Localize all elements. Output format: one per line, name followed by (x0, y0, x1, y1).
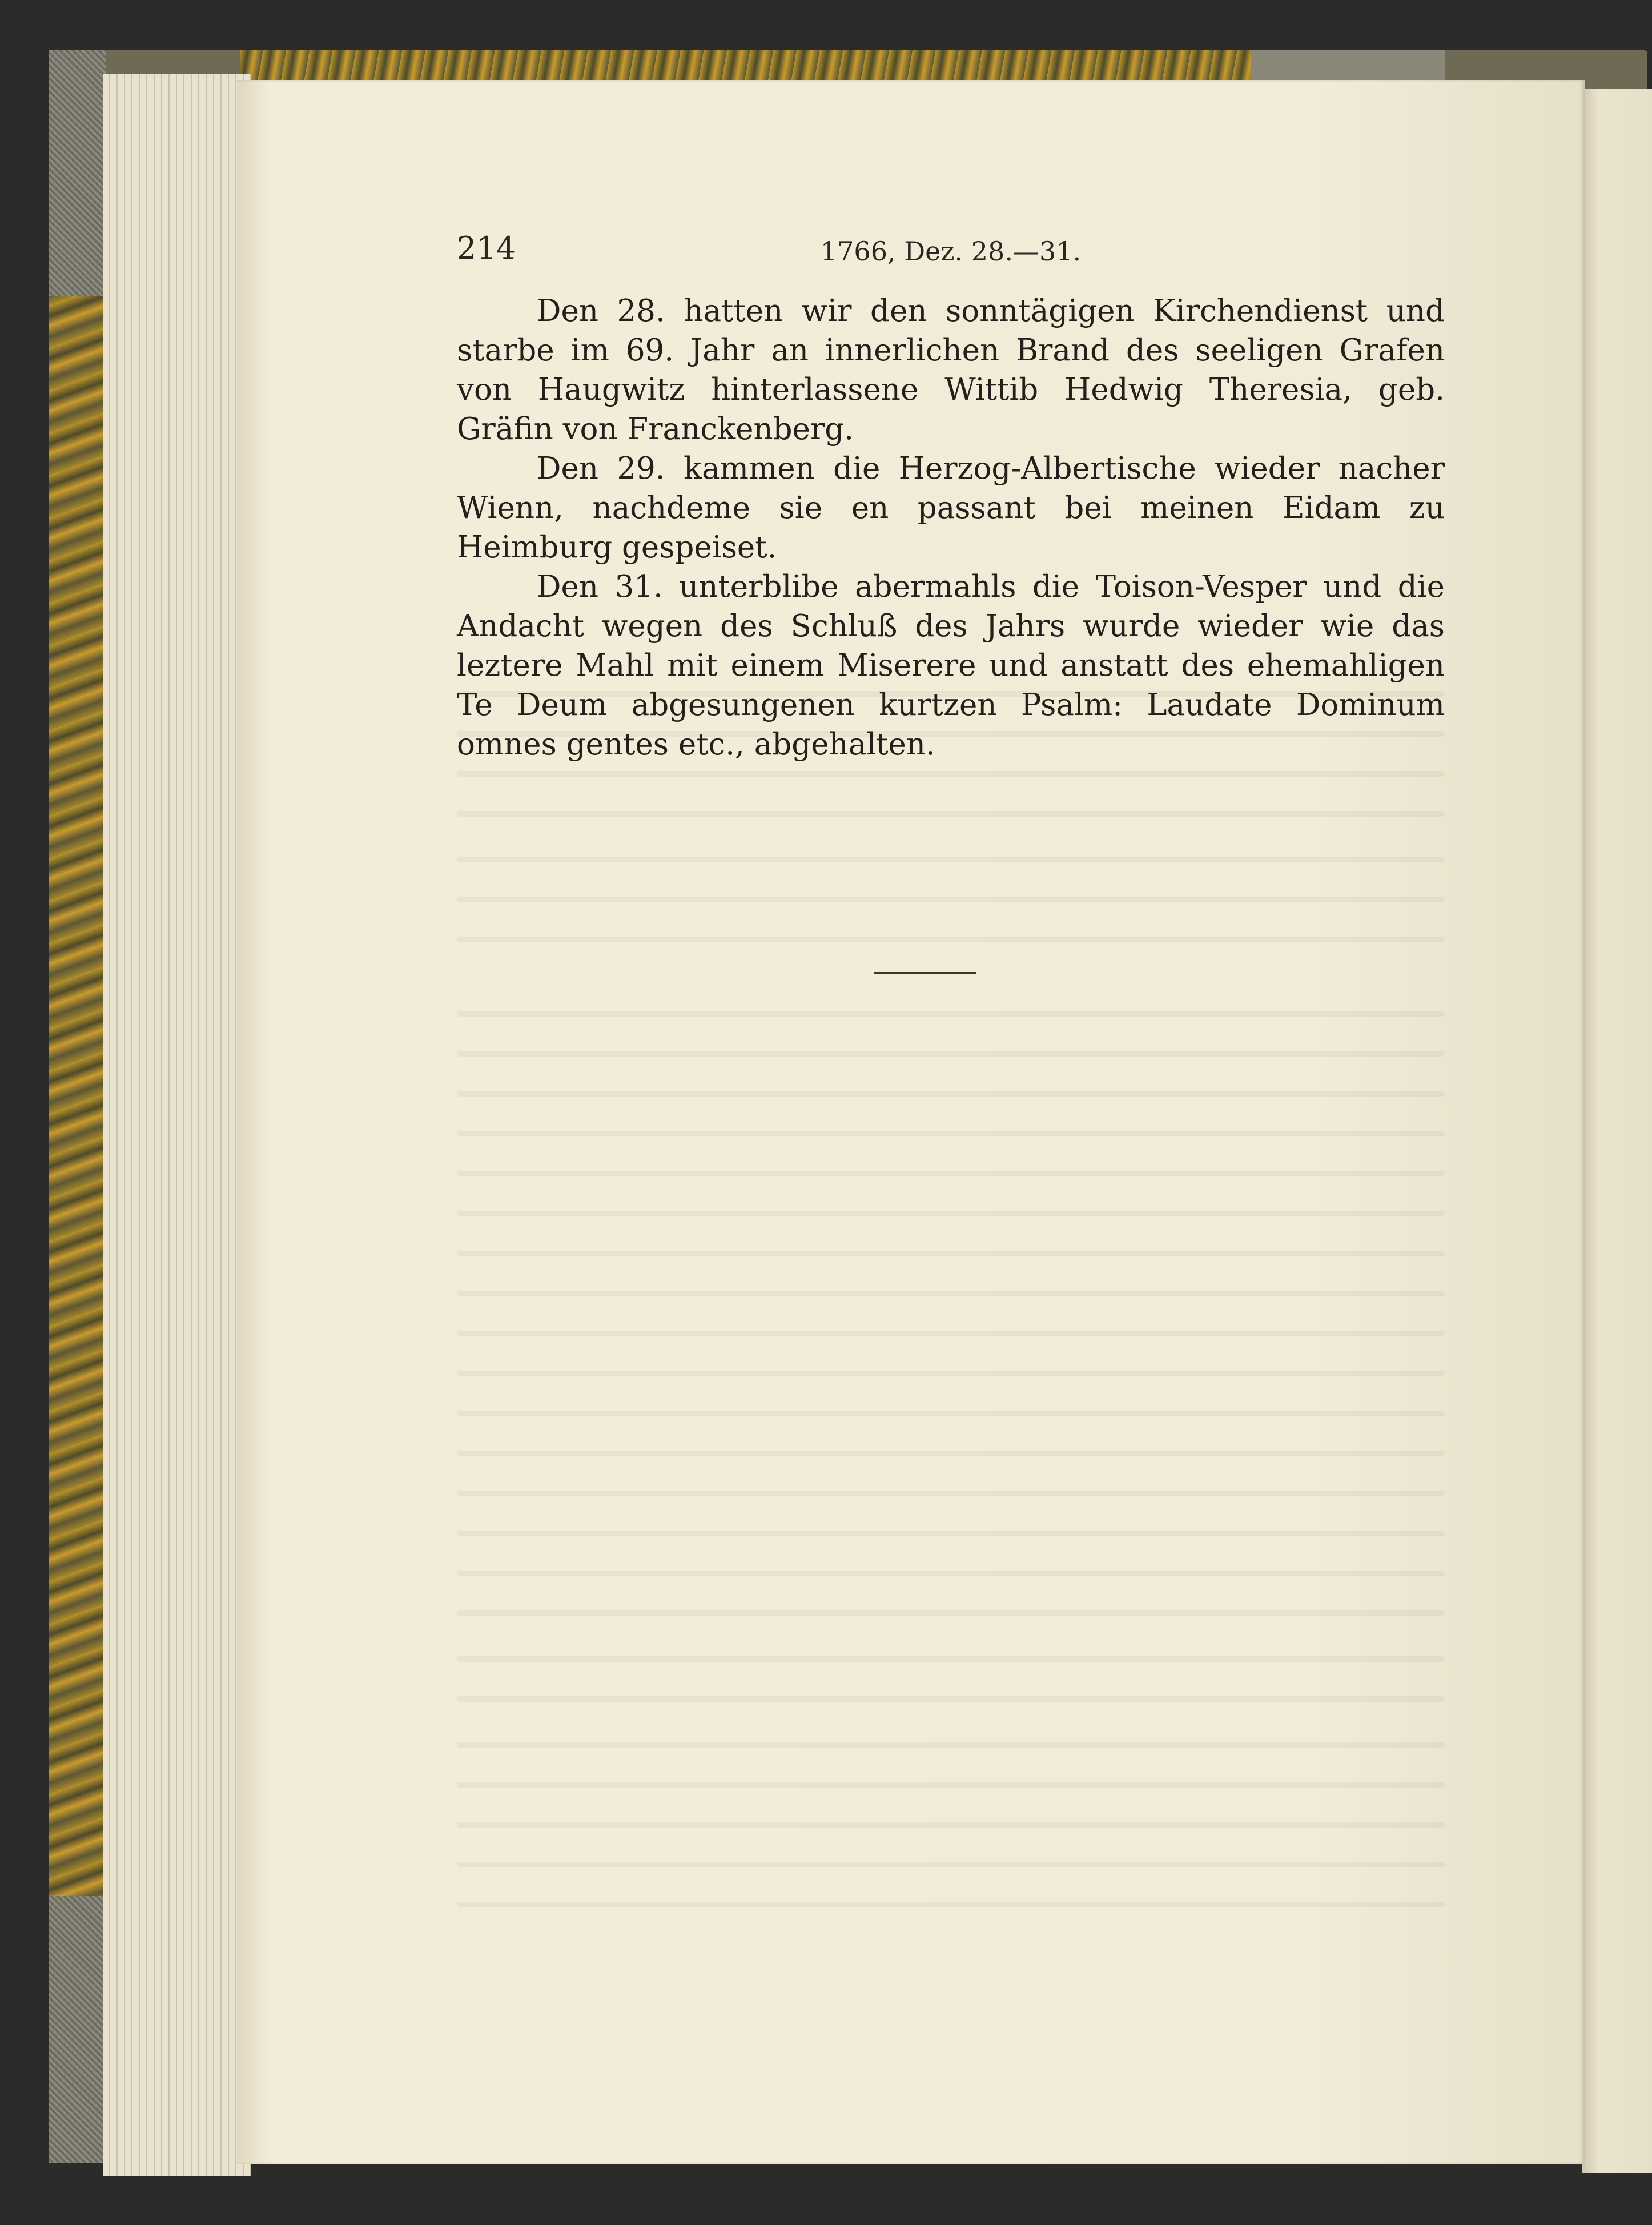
show-through-line (457, 1742, 1445, 1748)
show-through-line (457, 1902, 1445, 1907)
show-through-line (457, 897, 1445, 902)
marbled-top-edge (240, 50, 1251, 82)
facing-page-edge (1582, 89, 1652, 2173)
body-text (457, 291, 1445, 764)
show-through-line (457, 1091, 1445, 1097)
show-through-line (457, 1610, 1445, 1616)
show-through-line (457, 1291, 1445, 1296)
show-through-line (457, 1491, 1445, 1496)
cloth-corner-bottom (49, 1896, 106, 2163)
show-through-line (457, 811, 1445, 817)
show-through-line (457, 1862, 1445, 1867)
page-number: 214 (457, 230, 516, 266)
show-through-line (457, 1011, 1445, 1017)
show-through-line (457, 857, 1445, 862)
show-through-line (457, 1451, 1445, 1456)
show-through-line (457, 1051, 1445, 1057)
cloth-top-edge (1251, 50, 1445, 82)
show-through-line (457, 1331, 1445, 1336)
show-through-line (457, 1371, 1445, 1376)
show-through-line (457, 1211, 1445, 1216)
show-through-line (457, 1171, 1445, 1176)
marbled-spine (49, 50, 106, 2163)
paragraph: Den 29. kammen die Herzog-Albertische wieder nacher Wienn, nachdeme sie en passant bei meinen Eidam zu Heimburg gespeiset. (457, 451, 1445, 565)
page-edges (103, 74, 251, 2176)
cloth-corner-top (49, 50, 106, 296)
running-head: 1766, Dez. 28.—31. (820, 236, 1082, 267)
show-through-line (457, 1782, 1445, 1788)
show-through-line (457, 1696, 1445, 1702)
page-header (457, 226, 1445, 271)
show-through-line (457, 1531, 1445, 1536)
show-through-line (457, 937, 1445, 942)
paragraph: Den 28. hatten wir den sonntägigen Kirchendienst und starbe im 69. Jahr an innerlichen Brand des seeligen Grafen von Haugwitz hinterlassene Wittib Hedwig Theresia, geb. Gräfin von Franckenberg. (457, 294, 1445, 447)
show-through-line (457, 1131, 1445, 1136)
show-through-line (457, 1822, 1445, 1828)
show-through-line (457, 1411, 1445, 1416)
section-divider (874, 972, 976, 974)
show-through-line (457, 1251, 1445, 1256)
show-through-line (457, 1571, 1445, 1576)
paragraph: Den 31. unterblibe abermahls die Toison-Vesper und die Andacht wegen des Schluß des Jahrs wurde wieder wie das leztere Mahl mit einem Miserere und anstatt des ehemahligen Te Deum abgesungenen kurtzen Psalm: Laudate Dominum omnes gentes etc., abgehalten. (457, 569, 1445, 762)
show-through-line (457, 771, 1445, 777)
show-through-line (457, 1656, 1445, 1662)
